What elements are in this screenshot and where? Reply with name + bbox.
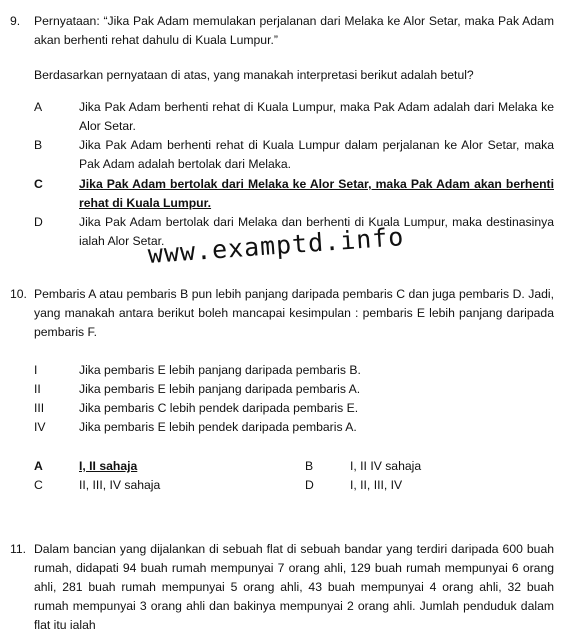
- answer-text-correct: I, II sahaja: [79, 459, 138, 473]
- answer-letter: B: [305, 459, 314, 473]
- roman-number: IV: [34, 420, 46, 434]
- roman-number: I: [34, 363, 38, 377]
- question-statement: Pembaris A atau pembaris B pun lebih panjang daripada pembaris C dan juga pembaris D. Jadi, yang manakah antara berikut boleh mancapai kesimpulan : pembaris E lebih panjang daripada pembaris F.: [34, 287, 554, 339]
- answer-text: II, III, IV sahaja: [79, 478, 161, 492]
- answer-text: I, II IV sahaja: [350, 459, 422, 473]
- roman-text: Jika pembaris C lebih pendek daripada pembaris E.: [79, 401, 359, 415]
- roman-number: III: [34, 401, 45, 415]
- option-letter: C: [34, 177, 43, 191]
- roman-number: II: [34, 382, 41, 396]
- option-letter: D: [34, 215, 43, 229]
- answer-letter: C: [34, 478, 43, 492]
- option-text: Jika Pak Adam berhenti rehat di Kuala Lumpur, maka Pak Adam adalah dari Melaka ke Alor Setar.: [79, 100, 554, 133]
- answer-text: I, II, III, IV: [350, 478, 403, 492]
- roman-text: Jika pembaris E lebih panjang daripada pembaris A.: [79, 382, 361, 396]
- option-text: Jika Pak Adam bertolak dari Melaka dan berhenti di Kuala Lumpur, maka destinasinya ialah Alor Setar.: [79, 215, 554, 248]
- question-number: 10.: [10, 287, 27, 301]
- answer-letter: A: [34, 459, 43, 473]
- option-text: Jika Pak Adam berhenti rehat di Kuala Lumpur dalam perjalanan ke Alor Setar, maka Pak Adam adalah bertolak dari Melaka.: [79, 138, 554, 171]
- watermark-text: www.examptd.info: [146, 222, 406, 269]
- question-number: 9.: [10, 14, 21, 28]
- question-statement: Pernyataan: “Jika Pak Adam memulakan perjalanan dari Melaka ke Alor Setar, maka Pak Adam akan berhenti rehat dahulu di Kuala Lumpur.”: [34, 14, 554, 47]
- roman-text: Jika pembaris E lebih pendek daripada pembaris A.: [79, 420, 357, 434]
- option-text-correct: Jika Pak Adam bertolak dari Melaka ke Alor Setar, maka Pak Adam akan berhenti rehat di Kuala Lumpur.: [79, 177, 554, 210]
- question-statement: Dalam bancian yang dijalankan di sebuah flat di sebuah bandar yang terdiri daripada 600 buah rumah, didapati 94 buah rumah mempunyai 7 orang ahli, 129 buah rumah mempunyai 6 orang ahli, 281 buah rumah mempunyai 5 orang ahli, 43 buah mempunyai 4 orang ahli, 32 buah rumah mempunyai 3 orang ahli dan bakinya mempunyai 2 orang ahli. Jumlah penduduk dalam flat itu ialah: [34, 542, 554, 632]
- roman-text: Jika pembaris E lebih panjang daripada pembaris B.: [79, 363, 361, 377]
- question-prompt: Berdasarkan pernyataan di atas, yang manakah interpretasi berikut adalah betul?: [34, 68, 474, 82]
- option-letter: A: [34, 100, 43, 114]
- option-letter: B: [34, 138, 43, 152]
- question-number: 11.: [10, 542, 27, 556]
- answer-letter: D: [305, 478, 314, 492]
